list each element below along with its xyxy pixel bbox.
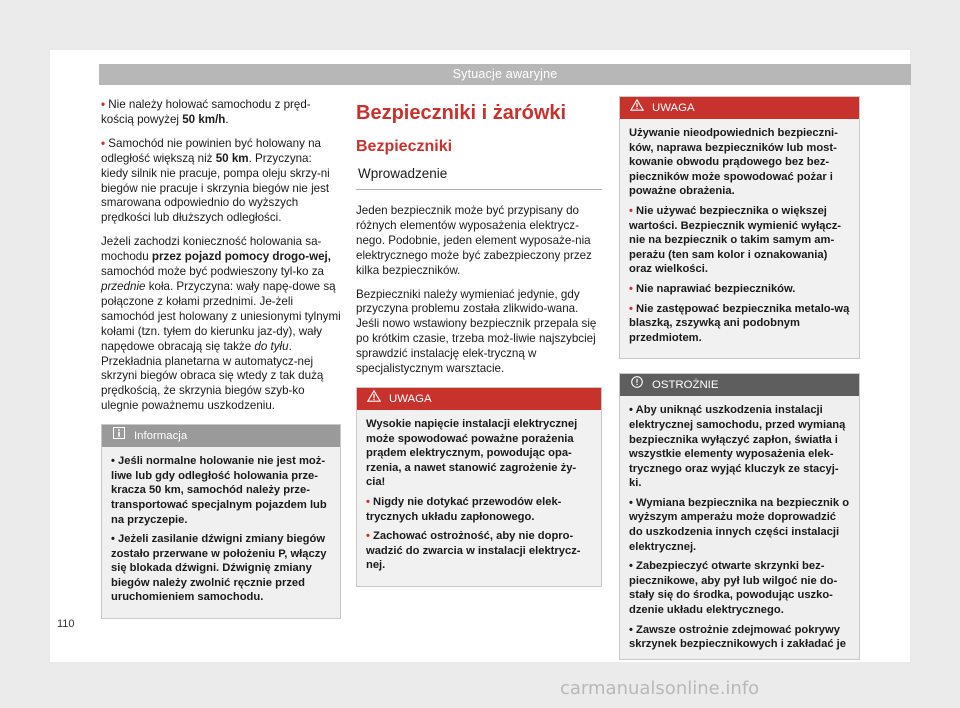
warning-title: UWAGA bbox=[652, 102, 695, 114]
info-box bbox=[101, 424, 341, 619]
text: Aby uniknąć uszkodzenia instalacji elektrycznej samochodu, przed wymianą bezpiecznika wyłączyć zapłon, światła i wszystkie elementy wyposażenia elek-trycznego oraz wyjąć kluczyk ze stacyj-ki. bbox=[629, 404, 846, 490]
info-title: Informacja bbox=[134, 430, 188, 443]
italic-text: przednie bbox=[101, 279, 146, 293]
warning-box-body bbox=[357, 410, 601, 586]
text: Wymiana bezpiecznika na bezpiecznik o wyższym amperażu może doprowadzić do uszkodzenia innych części instalacji elektrycznej. bbox=[629, 496, 850, 553]
text: Jeżeli zachodzi konieczność holowania sa-mochodu bbox=[101, 235, 322, 264]
subsection-divider bbox=[356, 165, 602, 190]
bullet-icon: • bbox=[629, 560, 633, 573]
bullet-icon: • bbox=[629, 404, 633, 417]
column-left bbox=[101, 98, 341, 619]
warning-icon bbox=[367, 388, 381, 410]
bold-text: przez pojazd pomocy drogo-wej, bbox=[151, 250, 331, 264]
bullet-icon: • bbox=[101, 98, 106, 111]
text: Nie używać bezpiecznika o większej wartości. Bezpiecznik wymienić wyłącz-nie na bezpiecznik o takim samym am-perażu (ten sam kolor i oznakowania) oraz wielkości. bbox=[629, 204, 842, 276]
bullet-paragraph bbox=[101, 98, 341, 128]
towing-paragraph bbox=[101, 235, 341, 414]
text: Nie należy holować samochodu z pręd-kością powyżej bbox=[101, 98, 311, 126]
warning-box bbox=[356, 387, 602, 587]
text: Nie zastępować bezpiecznika metalo-wą blaszką, zszywką ani podobnym przedmiotem. bbox=[629, 302, 850, 344]
manual-page bbox=[50, 50, 910, 662]
warning-box bbox=[619, 96, 860, 359]
bullet-icon: • bbox=[366, 530, 370, 543]
caution-item bbox=[629, 559, 850, 617]
caution-item bbox=[629, 403, 850, 491]
caution-box-body bbox=[620, 396, 859, 659]
caution-item bbox=[629, 623, 850, 652]
text: . Przekładnia planetarna w automatycz-nej skrzyni biegów obraca się wtedy z tak dużą prędkością, że skrzynia biegów szyb-ko ulegnie poważnemu uszkodzeniu. bbox=[101, 339, 324, 413]
warning-intro: Używanie nieodpowiednich bezpieczni-ków, naprawa bezpieczników lub most-kowanie obwodu prądowego bez bez-pieczników może spowodować pożar i poważne obrażenia. bbox=[629, 127, 838, 198]
info-box-body bbox=[102, 447, 340, 618]
bullet-icon: • bbox=[111, 455, 115, 468]
paragraph: Bezpieczniki należy wymieniać jedynie, gdy przyczyna problemu została zlikwido-wana. Jeśli nowo wstawiony bezpiecznik przepala się po krótkim czasie, trzeba moż-liwie najszybciej sprawdzić instalację elek-tryczną w specjalistycznym warsztacie. bbox=[356, 287, 597, 376]
bullet-paragraph bbox=[101, 137, 341, 226]
bullet-icon: • bbox=[366, 495, 370, 508]
text: Nigdy nie dotykać przewodów elek-trycznych układu zapłonowego. bbox=[366, 495, 562, 523]
text: Jeśli normalne holowanie nie jest moż-liwe lub gdy odległość holowania prze-kracza 50 km, samochód należy prze-transportować specjalnym pojazdem lub na przyczepie. bbox=[111, 455, 327, 526]
bullet-icon: • bbox=[101, 136, 106, 150]
bullet-icon: • bbox=[629, 204, 633, 217]
caution-title: OSTROŻNIE bbox=[652, 379, 719, 392]
text: samochód może być podwieszony tyl-ko za bbox=[101, 265, 324, 279]
text: Jeżeli zasilanie dźwigni zmiany biegów zostało przerwane w położeniu P, włączy się blokada dźwigni. Dźwignię zmiany biegów należy zwolnić ręcznie przed uruchomieniem samochodu. bbox=[111, 533, 327, 604]
section-header: Sytuacje awaryjne bbox=[99, 64, 911, 85]
text: Samochód nie powinien być holowany na odległość większą niż bbox=[101, 136, 321, 165]
warning-item bbox=[629, 302, 850, 346]
warning-title: UWAGA bbox=[389, 392, 432, 405]
page-number: 110 bbox=[57, 618, 75, 630]
warning-box-header bbox=[357, 388, 601, 410]
info-icon bbox=[112, 425, 126, 447]
bold-text: 50 km bbox=[215, 151, 249, 165]
caution-box bbox=[619, 373, 860, 660]
warning-intro: Wysokie napięcie instalacji elektrycznej może spowodować poważne porażenia prądem elektrycznym, powodując opa-rzenia, a nawet stanowić zagrożenie ży-cia! bbox=[366, 417, 578, 489]
italic-text: do tyłu bbox=[254, 339, 289, 353]
text: . Przyczyna: kiedy silnik nie pracuje, pompa oleju skrzy-ni biegów nie pracuje i skrzynia biegów nie jest smarowana odpowiednio do wyższych prędkości lub dłuższych odległości. bbox=[101, 151, 330, 225]
warning-item bbox=[366, 529, 592, 573]
text: . bbox=[225, 112, 229, 126]
info-item bbox=[111, 454, 331, 527]
warning-icon bbox=[630, 97, 644, 119]
watermark: carmanualsonline.info bbox=[560, 678, 760, 699]
paragraph: Jeden bezpiecznik może być przypisany do różnych elementów wyposażenia elektrycz-nego. Podobnie, jeden element wyposaże-nia elektrycznego może być zabezpieczony przez kilka bezpieczników. bbox=[356, 204, 592, 277]
column-middle bbox=[356, 98, 602, 587]
bullet-icon: • bbox=[111, 533, 115, 546]
warning-box-body bbox=[620, 119, 859, 358]
text: Zachować ostrożność, aby nie dopro-wadzić do zwarcia w instalacji elektrycz-nej. bbox=[366, 530, 581, 572]
caution-icon bbox=[630, 374, 644, 396]
warning-item bbox=[629, 204, 850, 277]
text: koła. Przyczyna: wały napę-dowe są połączone z kołami przednimi. Je-żeli samochód jest holowany z uniesionymi tylnymi kołami (tzn. tyłem do kierunku jaz-dy), wały napędowe obracają się także bbox=[101, 279, 341, 353]
bullet-icon: • bbox=[629, 496, 633, 509]
bullet-icon: • bbox=[629, 623, 633, 636]
chapter-title: Bezpieczniki i żarówki bbox=[356, 102, 567, 124]
text: Zabezpieczyć otwarte skrzynki bez-piecznikowe, aby pył lub wilgoć nie do-stały się do środka, powodując uszko-dzenie układu elektrycznego. bbox=[629, 560, 838, 617]
warning-item bbox=[366, 495, 592, 524]
text: Nie naprawiać bezpieczników. bbox=[636, 282, 796, 295]
subsection-title: Wprowadzenie bbox=[358, 166, 448, 181]
caution-item bbox=[629, 496, 850, 554]
bullet-icon: • bbox=[629, 282, 633, 295]
info-item bbox=[111, 532, 331, 605]
warning-box-header bbox=[620, 97, 859, 119]
text: Zawsze ostrożnie zdejmować pokrywy skrzynek bezpiecznikowych i zakładać je bbox=[629, 623, 847, 651]
caution-box-header bbox=[620, 374, 859, 396]
column-right bbox=[619, 96, 860, 660]
info-box-header bbox=[102, 425, 340, 447]
warning-item bbox=[629, 282, 850, 297]
bullet-icon: • bbox=[629, 302, 633, 315]
bold-text: 50 km/h bbox=[182, 112, 226, 126]
section-title: Bezpieczniki bbox=[356, 138, 453, 155]
